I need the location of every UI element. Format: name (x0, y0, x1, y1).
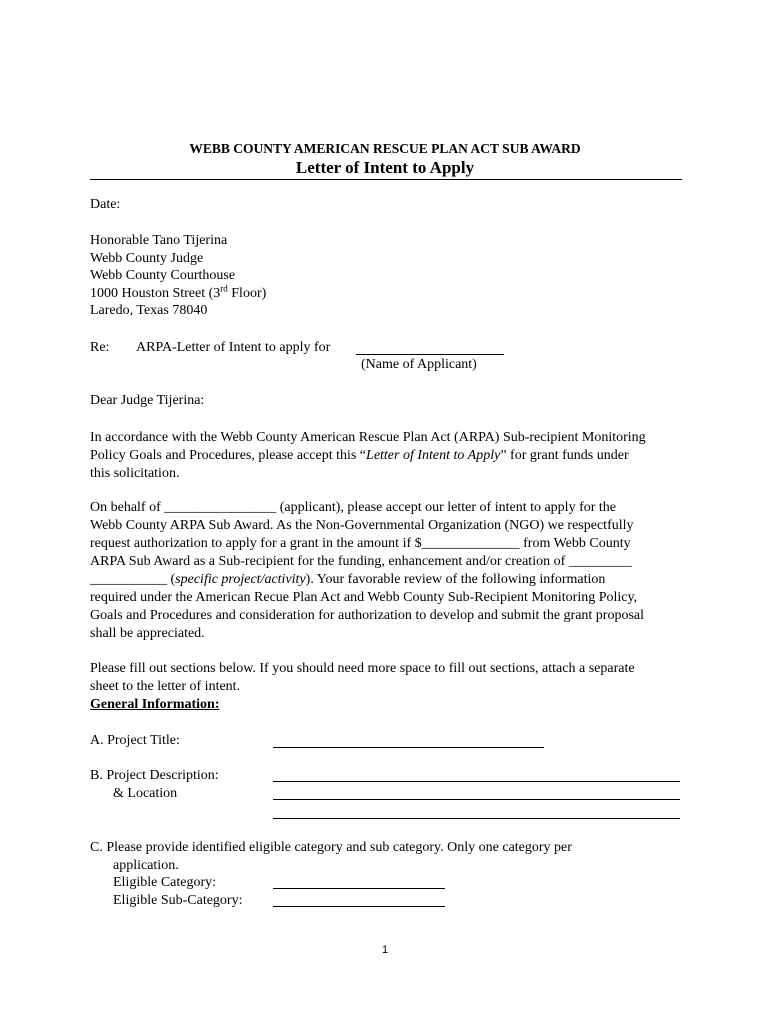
text-line: ARPA Sub Award as a Sub-recipient for the funding, enhancement and/or creation of _________ (90, 554, 632, 569)
program-heading: WEBB COUNTY AMERICAN RESCUE PLAN ACT SUB AWARD (189, 141, 581, 156)
project-description-blank-2[interactable] (273, 799, 680, 800)
project-description-label: B. Project Description: (90, 768, 219, 783)
address-line: Laredo, Texas 78040 (90, 303, 208, 318)
applicant-name-blank[interactable] (356, 354, 504, 355)
text-line: this solicitation. (90, 466, 180, 481)
text-line: sheet to the letter of intent. (90, 679, 241, 694)
paragraph-1 (90, 429, 683, 483)
text-line: ___________ (specific project/activity). Your favorable review of the following information (90, 572, 606, 587)
text-line: On behalf of ________________ (applicant), please accept our letter of intent to apply for the (90, 500, 616, 515)
section-c (90, 839, 683, 875)
text-line: application. (113, 858, 179, 873)
project-description-blank-3[interactable] (273, 818, 680, 819)
text-line: Goals and Procedures and consideration for authorization to develop and submit the grant proposal (90, 608, 645, 623)
general-information-heading: General Information: (90, 697, 220, 712)
address-line: Webb County Courthouse (90, 268, 236, 283)
address-line: 1000 Houston Street (3rd Floor) (90, 282, 267, 301)
eligible-subcategory-label: Eligible Sub-Category: (113, 893, 243, 908)
address-line: Webb County Judge (90, 250, 204, 266)
title-rule (90, 179, 682, 180)
page-number: 1 (381, 944, 389, 956)
paragraph-3 (90, 660, 683, 714)
project-title-blank[interactable] (273, 747, 544, 748)
re-label: Re: (90, 340, 110, 355)
text-line: In accordance with the Webb County American Rescue Plan Act (ARPA) Sub-recipient Monitoring (90, 430, 646, 445)
location-label: & Location (113, 786, 178, 801)
paragraph-2 (90, 499, 683, 643)
text-line: Please fill out sections below. If you should need more space to fill out sections, attach a separate (90, 661, 635, 676)
eligible-category-blank[interactable] (273, 888, 445, 889)
eligible-category-label: Eligible Category: (113, 875, 217, 890)
document-title: Letter of Intent to Apply (295, 158, 475, 177)
text-line: C. Please provide identified eligible category and sub category. Only one category per (90, 840, 572, 855)
text-line: shall be appreciated. (90, 626, 205, 641)
address-line: Honorable Tano Tijerina (90, 233, 228, 248)
date-label: Date: (90, 197, 121, 212)
text-line: Webb County ARPA Sub Award. As the Non-Governmental Organization (NGO) we respectfully (90, 518, 634, 533)
text-line: request authorization to apply for a grant in the amount if $______________ from Webb County (90, 536, 631, 551)
applicant-name-caption: (Name of Applicant) (361, 357, 477, 372)
project-title-label: A. Project Title: (90, 733, 180, 748)
recipient-address (90, 232, 683, 320)
project-description-blank-1[interactable] (273, 781, 680, 782)
eligible-subcategory-blank[interactable] (273, 906, 445, 907)
salutation: Dear Judge Tijerina: (90, 393, 205, 408)
re-text: ARPA-Letter of Intent to apply for (136, 340, 331, 355)
text-line: required under the American Recue Plan Act and Webb County Sub-Recipient Monitoring Policy, (90, 590, 638, 605)
text-line: Policy Goals and Procedures, please accept this “Letter of Intent to Apply” for grant funds under (90, 448, 629, 463)
